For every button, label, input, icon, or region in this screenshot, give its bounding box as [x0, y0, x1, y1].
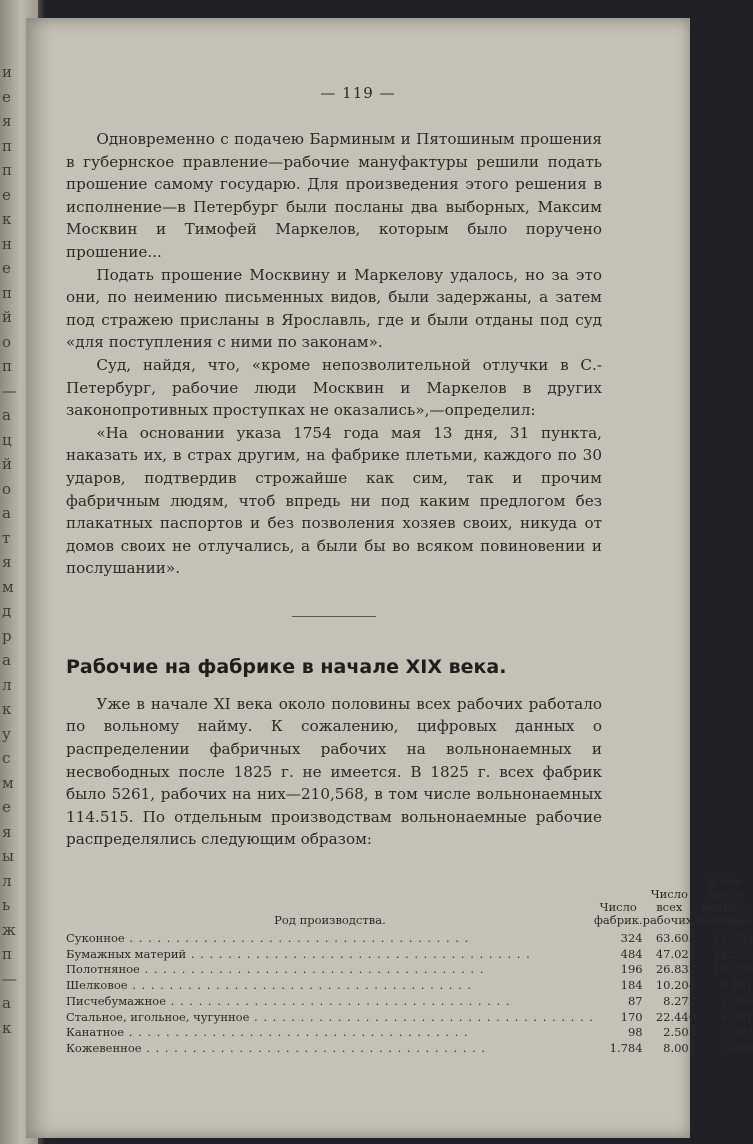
page-content	[66, 128, 753, 1057]
left-edge-char: и	[2, 63, 12, 81]
left-edge-char: ы	[2, 847, 14, 865]
production-cell: Кожевенное . . .	[66, 1041, 594, 1057]
production-cell: Стальное, игольное, чугунное . . .	[66, 1010, 594, 1026]
header-workers-line-2: рабочих.	[642, 913, 697, 928]
table-row	[66, 1041, 753, 1057]
left-edge-char: ь	[2, 896, 11, 914]
factories-cell: 98	[627, 1025, 643, 1040]
header-workers-line-1: Число всех	[650, 887, 688, 915]
header-free-workers	[696, 875, 753, 931]
header-factories	[594, 875, 643, 931]
factories-cell: 324	[620, 931, 643, 946]
left-edge-char: я	[2, 553, 12, 571]
table-row	[66, 1025, 753, 1041]
workers-cell: 22.440	[655, 1009, 697, 1024]
production-cell: Суконное . . .	[66, 931, 594, 947]
header-factories-line-2: фабрик.	[593, 913, 643, 928]
workers-cell: 10.204	[655, 978, 697, 993]
table-row	[66, 962, 753, 978]
left-edge-char: а	[2, 406, 11, 424]
left-edge-char: —	[2, 381, 17, 400]
page-number: — 119 —	[320, 84, 396, 102]
left-edge-char: а	[2, 994, 11, 1012]
header-workers	[643, 875, 696, 931]
paragraph-1: Одновременно с подачею Барминым и Пятошиным прошения в губернское правление—рабочие мануфактуры решили подать прошение самому государю. Для произведения этого решения в исполнение—в Петербург были посланы два выборных, Максим Москвин и Тимофей Маркелов, которым было поручено прошение...	[66, 130, 602, 261]
table-row	[66, 1010, 753, 1026]
left-edge-char: д	[2, 602, 12, 620]
factories-cell: 196	[620, 962, 643, 977]
table-row	[66, 947, 753, 963]
left-edge-char: п	[2, 283, 12, 302]
left-edge-char: р	[2, 626, 12, 645]
left-edge-char: —	[2, 969, 17, 988]
free-workers-cell: 11.705	[713, 931, 753, 946]
left-edge-char: к	[2, 700, 12, 718]
free-workers-cell: 2.019	[720, 993, 753, 1008]
production-table	[66, 875, 753, 1057]
left-edge-char: н	[2, 234, 12, 253]
left-edge-char: м	[2, 773, 14, 792]
free-workers-cell: 4.907	[720, 1009, 753, 1024]
free-workers-cell: 7.460	[720, 1040, 753, 1055]
left-edge-char: ж	[2, 920, 16, 939]
section-divider	[292, 616, 376, 617]
header-free-line-3: наемных.	[696, 913, 753, 928]
section-heading: Рабочие на фабрике в начале XIX века.	[66, 655, 507, 678]
production-cell: Канатное . . .	[66, 1025, 594, 1041]
left-edge-char: п	[2, 136, 12, 155]
workers-cell: 8.272	[663, 993, 697, 1008]
factories-cell: 170	[620, 1009, 643, 1024]
free-workers-cell: 2.303	[720, 1025, 753, 1040]
table-row	[66, 994, 753, 1010]
left-edge-char: п	[2, 357, 12, 375]
paragraph-4-quote: «На основании указа 1754 года мая 13 дня, 31 пункта, наказать их, в страх другим, на фабрике плетьми, каждого по 30 ударов, подтвердив строжайше как сим, так и прочим фабричным людям, чтоб впредь ни под каким предлогом без плакатных паспортов и без позволения хозяев своих, никуда от домов своих не отлучались, а были бы во всяком повиновении и послушании».	[66, 423, 602, 578]
factories-cell: 184	[620, 978, 643, 993]
table-row	[66, 931, 753, 947]
left-edge-char: а	[2, 504, 11, 522]
left-edge-char: т	[2, 528, 11, 547]
factories-cell: 484	[620, 946, 643, 961]
free-workers-cell: 44.535	[713, 946, 753, 961]
factories-cell: 87	[627, 993, 643, 1008]
workers-cell: 47.021	[655, 946, 697, 961]
header-free-line-2: вольно-	[701, 900, 748, 915]
book-page	[26, 18, 753, 1138]
workers-cell: 2.503	[663, 1025, 697, 1040]
left-edge-char: к	[2, 1018, 12, 1037]
paragraph-2: Подать прошение Москвину и Маркелову удалось, но за это они, по неимению письменных видов, были задержаны, а затем под стражею присланы в Ярославль, где и были отданы под суд «для поступления с ними по законам».	[66, 265, 602, 352]
production-cell: Бумажных материй . . .	[66, 947, 594, 963]
left-edge-char: е	[2, 185, 11, 204]
header-production: Род производства.	[274, 913, 386, 928]
left-edge-char: у	[2, 724, 11, 743]
free-workers-cell: 8.481	[720, 978, 753, 993]
left-edge-char: е	[2, 259, 11, 277]
left-edge-char: м	[2, 577, 14, 596]
left-edge-char: с	[2, 749, 11, 767]
left-edge-char: ц	[2, 430, 12, 449]
factories-cell: 1.784	[609, 1040, 643, 1055]
workers-cell: 26.832	[655, 962, 697, 977]
left-edge-char: л	[2, 675, 12, 694]
left-edge-char: п	[2, 945, 12, 963]
free-workers-cell: 18.729	[713, 962, 753, 977]
left-edge-char: е	[2, 798, 11, 816]
production-cell: Полотняное . . .	[66, 962, 594, 978]
workers-cell: 63.603	[655, 931, 697, 946]
header-free-line-1: В том числе	[706, 874, 743, 902]
left-edge-char: й	[2, 308, 12, 326]
left-edge-char: а	[2, 651, 11, 669]
left-edge-char: е	[2, 87, 11, 106]
left-edge-char: о	[2, 332, 12, 351]
table-row	[66, 978, 753, 994]
workers-cell: 8.001	[663, 1040, 697, 1055]
left-edge-char: й	[2, 455, 12, 473]
production-cell: Шелковое . . .	[66, 978, 594, 994]
paragraph-3: Суд, найдя, что, «кроме непозволительной отлучки в С.-Петербург, рабочие люди Москвин и Маркелов в других законопротивных проступках не оказались»,—определил:	[66, 355, 602, 420]
left-edge-char: л	[2, 871, 12, 890]
left-edge-char: п	[2, 161, 12, 179]
table-header-row	[66, 875, 753, 931]
left-edge-char: о	[2, 479, 12, 498]
section-paragraph: Уже в начале XI века около половины всех рабочих работало по вольному найму. К сожалению, цифровых данных о распределении фабричных рабочих на вольнонаемных и несвободных после 1825 г. не имеется. В 1825 г. всех фабрик было 5261, рабочих на них—210,568, в том числе вольнонаемных 114.515. По отдельным производствам вольнонаемные рабочие распределялись следующим образом:	[66, 694, 602, 849]
left-edge-char: я	[2, 822, 12, 841]
production-cell: Писчебумажное . . .	[66, 994, 594, 1010]
left-edge-char: к	[2, 210, 12, 228]
left-edge-char: я	[2, 112, 12, 130]
header-factories-line-1: Число	[599, 900, 637, 915]
